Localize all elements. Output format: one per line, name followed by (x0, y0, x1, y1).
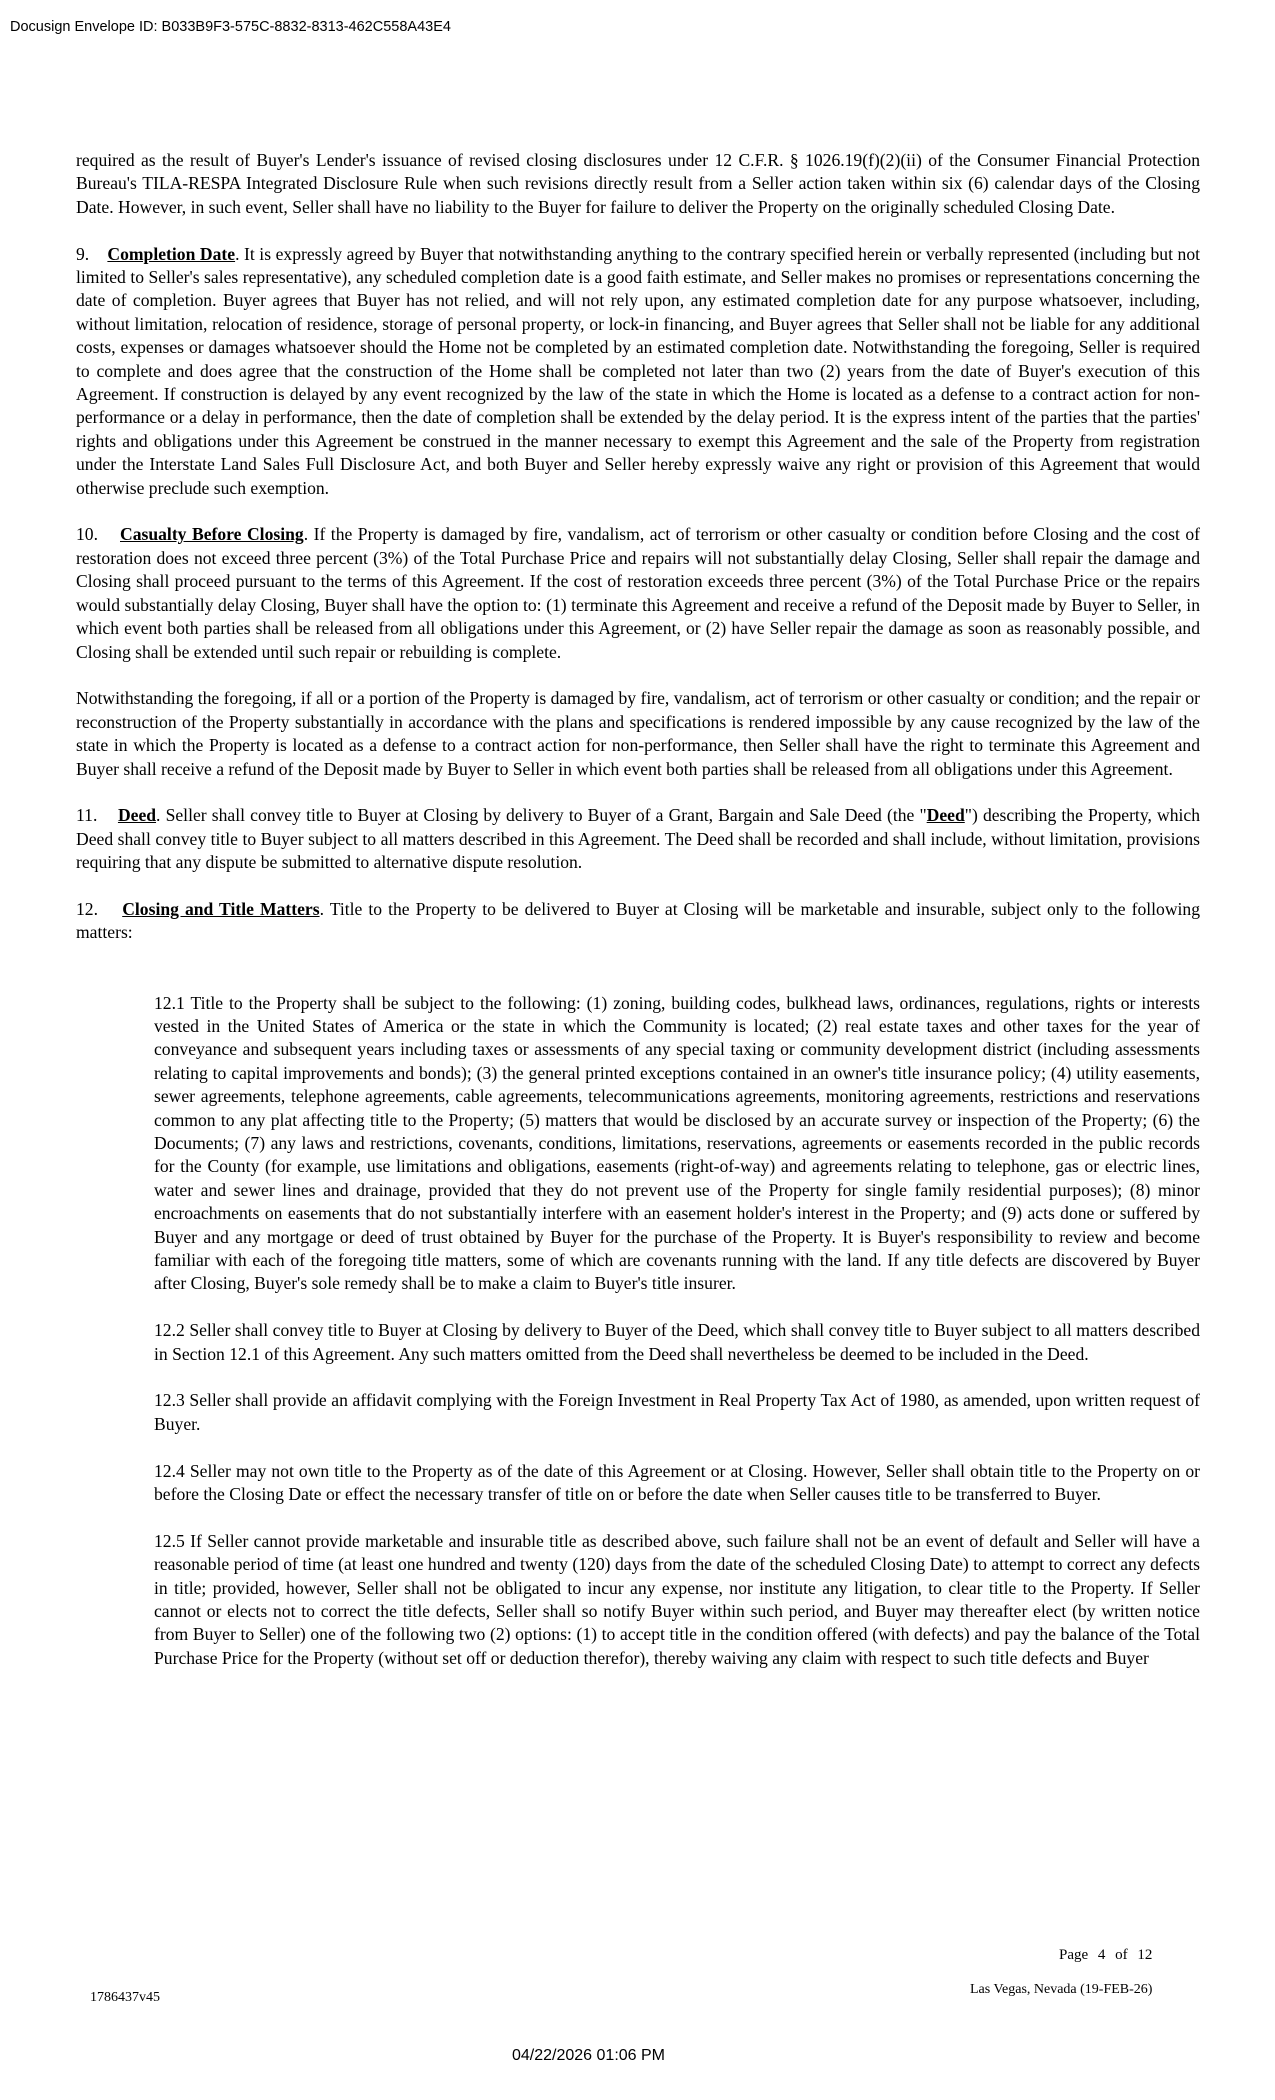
page-label: Page (1059, 1947, 1089, 1963)
section-12-number: 12. (76, 898, 98, 919)
document-id: 1786437v45 (90, 1990, 160, 2005)
signing-timestamp: 04/22/2026 01:06 PM (512, 2047, 666, 2064)
section-11-text-a: . Seller shall convey title to Buyer at Closing by delivery to Buyer of a Grant, Bargain and Sale Deed (the " (156, 805, 927, 826)
subsection-12-3: 12.3 Seller shall provide an affidavit complying with the Foreign Investment in Real Property Tax Act of 1980, as amended, upon written request of Buyer. (154, 1390, 1200, 1434)
section-12-heading: Closing and Title Matters (122, 898, 320, 919)
section-11-number: 11. (76, 805, 98, 826)
section-10-heading: Casualty Before Closing (120, 524, 304, 545)
subsection-12-4: 12.4 Seller may not own title to the Property as of the date of this Agreement or at Closing. However, Seller shall obtain title to the Property on or before the Closing Date or effect the necessary transfer of title on or before the date when Seller causes title to be transferred to Buyer. (154, 1460, 1200, 1505)
section-12-subsections (154, 992, 1200, 1671)
section-11-defined-term: Deed (926, 805, 965, 826)
section-10 (76, 523, 1200, 663)
section-9-heading: Completion Date (107, 243, 236, 264)
page-total: 12 (1137, 1947, 1153, 1963)
subsection-12-1: 12.1 Title to the Property shall be subject to the following: (1) zoning, building codes, bulkhead laws, ordinances, regulations, rights or interests vested in the United States of America or the state in which the Community is located; (2) real estate taxes and other taxes for the year of conveyance and subsequent years including taxes or assessments of any special taxing or community development district (including assessments relating to capital improvements and bonds); (3) the general printed exceptions contained in an owner's title insurance policy; (4) utility easements, sewer agreements, telephone agreements, cable agreements, telecommunications agreements, monitoring agreements, restrictions and reservations common to any plat affecting title to the Property; (5) matters that would be disclosed by an accurate survey or inspection of the Property; (6) the Documents; (7) any laws and restrictions, covenants, conditions, limitations, reservations, agreements or easements recorded in the public records for the County (for example, use limitations and obligations, easements (right-of-way) and agreements relating to telephone, gas or electric lines, water and sewer lines and drainage, provided that they do not prevent use of the Property for single family residential purposes); (8) minor encroachments on easements that do not substantially interfere with an easement holder's interest in the Property; and (9) acts done or suffered by Buyer and any mortgage or deed of trust obtained by Buyer for the purchase of the Property. It is Buyer's responsibility to review and become familiar with each of the foregoing title matters, some of which are covenants running with the land. If any title defects are discovered by Buyer after Closing, Buyer's sole remedy shall be to make a claim to Buyer's title insurer. (154, 992, 1200, 1294)
page-of-label: of (1115, 1947, 1128, 1963)
section-11-heading: Deed (117, 805, 157, 826)
envelope-id: Docusign Envelope ID: B033B9F3-575C-8832-8313-462C558A43E4 (10, 19, 451, 35)
section-12-text: . Title to the Property to be delivered to Buyer at Closing will be marketable and insurable, subject only to the following matters: (76, 898, 1201, 943)
section-10-text: . If the Property is damaged by fire, vandalism, act of terrorism or other casualty or condition before Closing and the cost of restoration does not exceed three percent (3%) of the Total Purchase Price and repairs will not substantially delay Closing, Seller shall repair the damage and Closing shall proceed pursuant to the terms of this Agreement. If the cost of restoration exceeds three percent (3%) of the Total Purchase Price or the repairs would substantially delay Closing, Buyer shall have the option to: (1) terminate this Agreement and receive a refund of the Deposit made by Buyer to Seller, in which event both parties shall be released from all obligations under this Agreement, or (2) have Seller repair the damage as soon as reasonably possible, and Closing shall be extended until such repair or rebuilding is complete. (76, 524, 1200, 662)
section-11 (76, 804, 1200, 874)
section-11-text-b: ") describing the Property, which Deed shall convey title to Buyer subject to all matters described in this Agreement. The Deed shall be recorded and shall include, without limitation, provisions requiring that any dispute be submitted to alternative dispute resolution. (76, 805, 1201, 873)
subsection-12-5: 12.5 If Seller cannot provide marketable and insurable title as described above, such failure shall not be an event of default and Seller will have a reasonable period of time (at least one hundred and twenty (120) days from the date of the scheduled Closing Date) to attempt to correct any defects in title; provided, however, Seller shall not be obligated to incur any expense, nor institute any litigation, to clear title to the Property. If Seller cannot or elects not to correct the title defects, Seller shall so notify Buyer within such period, and Buyer may thereafter elect (by written notice from Buyer to Seller) one of the following two (2) options: (1) to accept title in the condition offered (with defects) and pay the balance of the Total Purchase Price for the Property (without set off or deduction therefor), thereby waiving any claim with respect to such title defects and Buyer (154, 1530, 1200, 1668)
intro-paragraph: required as the result of Buyer's Lender's issuance of revised closing disclosures under 12 C.F.R. § 1026.19(f)(2)(ii) of the Consumer Financial Protection Bureau's TILA-RESPA Integrated Disclosure Rule when such revisions directly result from a Seller action taken within six (6) calendar days of the Closing Date. However, in such event, Seller shall have no liability to the Buyer for failure to deliver the Property on the originally scheduled Closing Date. (76, 150, 1200, 217)
location-date: Las Vegas, Nevada (19-FEB-26) (970, 1982, 1153, 1997)
section-10-paragraph-2: Notwithstanding the foregoing, if all or a portion of the Property is damaged by fire, vandalism, act of terrorism or other casualty or condition; and the repair or reconstruction of the Property substantially in accordance with the plans and specifications is rendered impossible by any cause recognized by the law of the state in which the Property is located as a defense to a contract action for non-performance, then Seller shall have the right to terminate this Agreement and Buyer shall receive a refund of the Deposit made by Buyer to Seller in which event both parties shall be released from all obligations under this Agreement. (76, 688, 1200, 779)
subsection-12-2: 12.2 Seller shall convey title to Buyer at Closing by delivery to Buyer of the Deed, which shall convey title to Buyer subject to all matters described in Section 12.1 of this Agreement. Any such matters omitted from the Deed shall nevertheless be deemed to be included in the Deed. (154, 1320, 1200, 1364)
section-9-text: . It is expressly agreed by Buyer that notwithstanding anything to the contrary specified herein or verbally represented (including but not limited to Seller's sales representative), any scheduled completion date is a good faith estimate, and Seller makes no promises or representations concerning the date of completion. Buyer agrees that Buyer has not relied, and will not rely upon, any estimated completion date for any purpose whatsoever, including, without limitation, relocation of residence, storage of personal property, or lock-in financing, and Buyer agrees that Seller shall not be liable for any additional costs, expenses or damages whatsoever should the Home not be completed by an estimated completion date. Notwithstanding the foregoing, Seller is required to complete and does agree that the construction of the Home shall be completed not later than two (2) years from the date of Buyer's execution of this Agreement. If construction is delayed by any event recognized by the law of the state in which the Home is located as a defense to a contract action for non-performance or a delay in performance, then the date of completion shall be extended by the delay period. It is the express intent of the parties that the parties' rights and obligations under this Agreement be construed in the manner necessary to exempt this Agreement and the sale of the Property from registration under the Interstate Land Sales Full Disclosure Act, and both Buyer and Seller hereby expressly waive any right or provision of this Agreement that would otherwise preclude such exemption. (76, 243, 1201, 498)
document-body (76, 149, 1200, 1670)
page-current: 4 (1097, 1947, 1106, 1963)
section-12 (76, 898, 1200, 945)
page-number (1059, 1947, 1152, 1964)
section-10-number: 10. (76, 524, 98, 545)
section-9 (76, 243, 1200, 500)
section-9-number: 9. (76, 243, 90, 264)
